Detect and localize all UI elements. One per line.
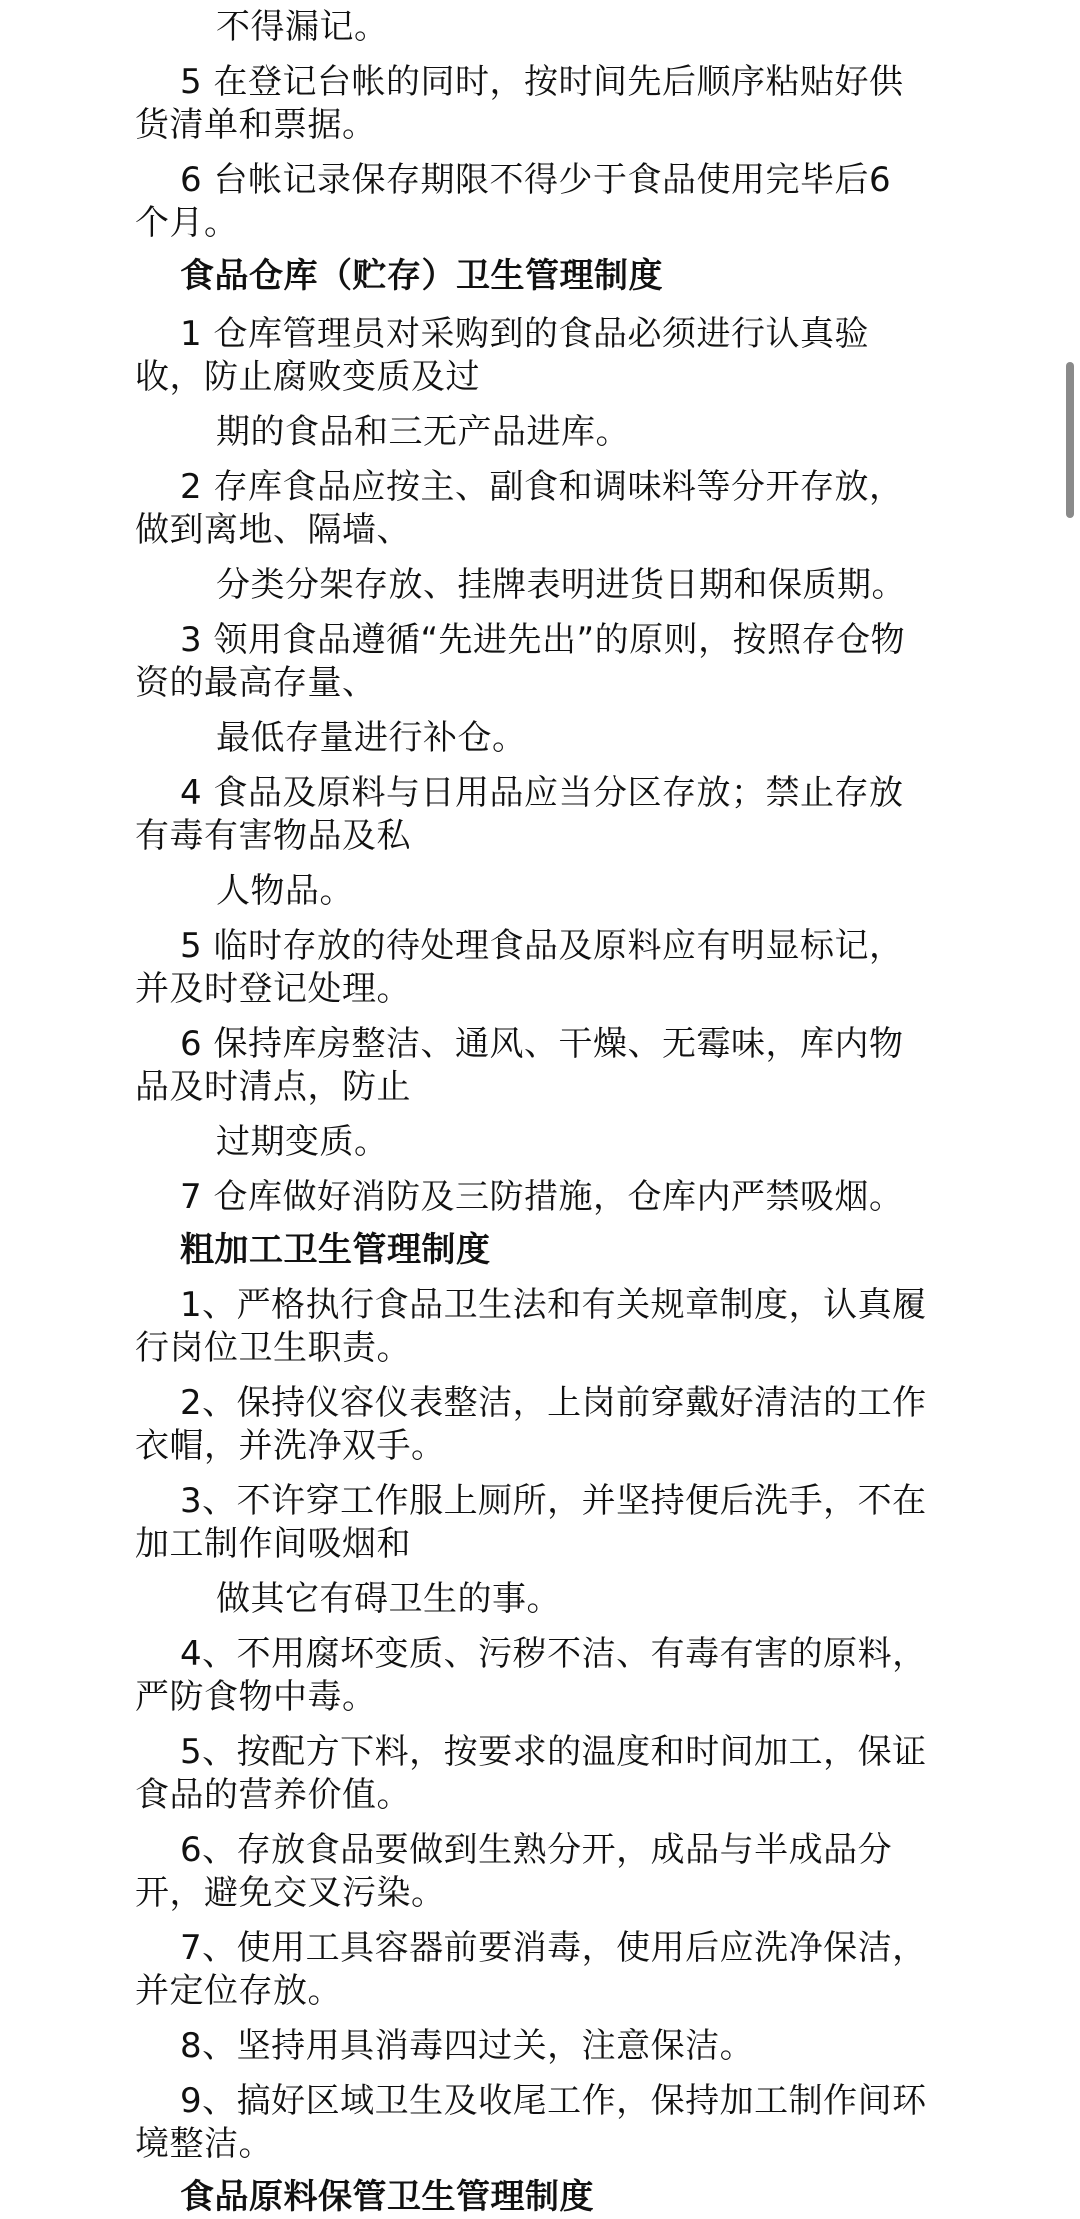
text-line: 资的最高存量、: [135, 663, 377, 703]
text-line: 最低存量进行补仓。: [216, 718, 527, 758]
text-line: 做到离地、隔墙、: [135, 510, 411, 550]
text-line: 1、严格执行食品卫生法和有关规章制度，认真履: [180, 1285, 927, 1325]
text-line: 8、坚持用具消毒四过关，注意保洁。: [180, 2026, 755, 2066]
text-line: 衣帽，并洗净双手。: [135, 1426, 446, 1466]
text-line: 行岗位卫生职责。: [135, 1328, 411, 1368]
vertical-scrollbar[interactable]: [1066, 362, 1074, 518]
text-line: 分类分架存放、挂牌表明进货日期和保质期。: [216, 565, 906, 605]
text-line: 9、搞好区域卫生及收尾工作，保持加工制作间环: [180, 2081, 927, 2121]
section-heading: 食品仓库（贮存）卫生管理制度: [180, 256, 663, 296]
text-line: 5、按配方下料，按要求的温度和时间加工，保证: [180, 1732, 927, 1772]
text-line: 6、存放食品要做到生熟分开，成品与半成品分: [180, 1830, 893, 1870]
text-line: 2、保持仪容仪表整洁，上岗前穿戴好清洁的工作: [180, 1383, 927, 1423]
text-line: 7 仓库做好消防及三防措施，仓库内严禁吸烟。: [180, 1177, 904, 1217]
text-line: 有毒有害物品及私: [135, 816, 411, 856]
text-line: 1 仓库管理员对采购到的食品必须进行认真验: [180, 314, 869, 354]
text-line: 期的食品和三无产品进库。: [216, 412, 630, 452]
text-line: 2 存库食品应按主、副食和调味料等分开存放，: [180, 467, 904, 507]
text-line: 品及时清点，防止: [135, 1067, 411, 1107]
text-line: 货清单和票据。: [135, 105, 377, 145]
section-heading: 食品原料保管卫生管理制度: [180, 2177, 594, 2217]
section-heading: 粗加工卫生管理制度: [180, 1230, 491, 1270]
text-line: 开，避免交叉污染。: [135, 1873, 446, 1913]
text-line: 加工制作间吸烟和: [135, 1524, 411, 1564]
text-line: 3、不许穿工作服上厕所，并坚持便后洗手，不在: [180, 1481, 927, 1521]
text-line: 严防食物中毒。: [135, 1677, 377, 1717]
text-line: 5 在登记台帐的同时，按时间先后顺序粘贴好供: [180, 62, 904, 102]
text-line: 6 台帐记录保存期限不得少于食品使用完毕后6: [180, 160, 892, 200]
text-line: 并及时登记处理。: [135, 969, 411, 1009]
text-line: 并定位存放。: [135, 1971, 342, 2011]
text-line: 不得漏记。: [216, 7, 389, 47]
text-line: 5 临时存放的待处理食品及原料应有明显标记，: [180, 926, 904, 966]
text-line: 收，防止腐败变质及过: [135, 357, 480, 397]
text-line: 过期变质。: [216, 1122, 389, 1162]
text-line: 3 领用食品遵循“先进先出”的原则，按照存仓物: [180, 620, 906, 660]
text-line: 做其它有碍卫生的事。: [216, 1579, 561, 1619]
text-line: 人物品。: [216, 871, 354, 911]
text-line: 4、不用腐坏变质、污秽不洁、有毒有害的原料，: [180, 1634, 927, 1674]
text-line: 个月。: [135, 203, 239, 243]
text-line: 7、使用工具容器前要消毒，使用后应洗净保洁，: [180, 1928, 927, 1968]
text-line: 食品的营养价值。: [135, 1775, 411, 1815]
text-line: 6 保持库房整洁、通风、干燥、无霉味，库内物: [180, 1024, 904, 1064]
text-line: 4 食品及原料与日用品应当分区存放；禁止存放: [180, 773, 904, 813]
text-line: 境整洁。: [135, 2124, 273, 2164]
